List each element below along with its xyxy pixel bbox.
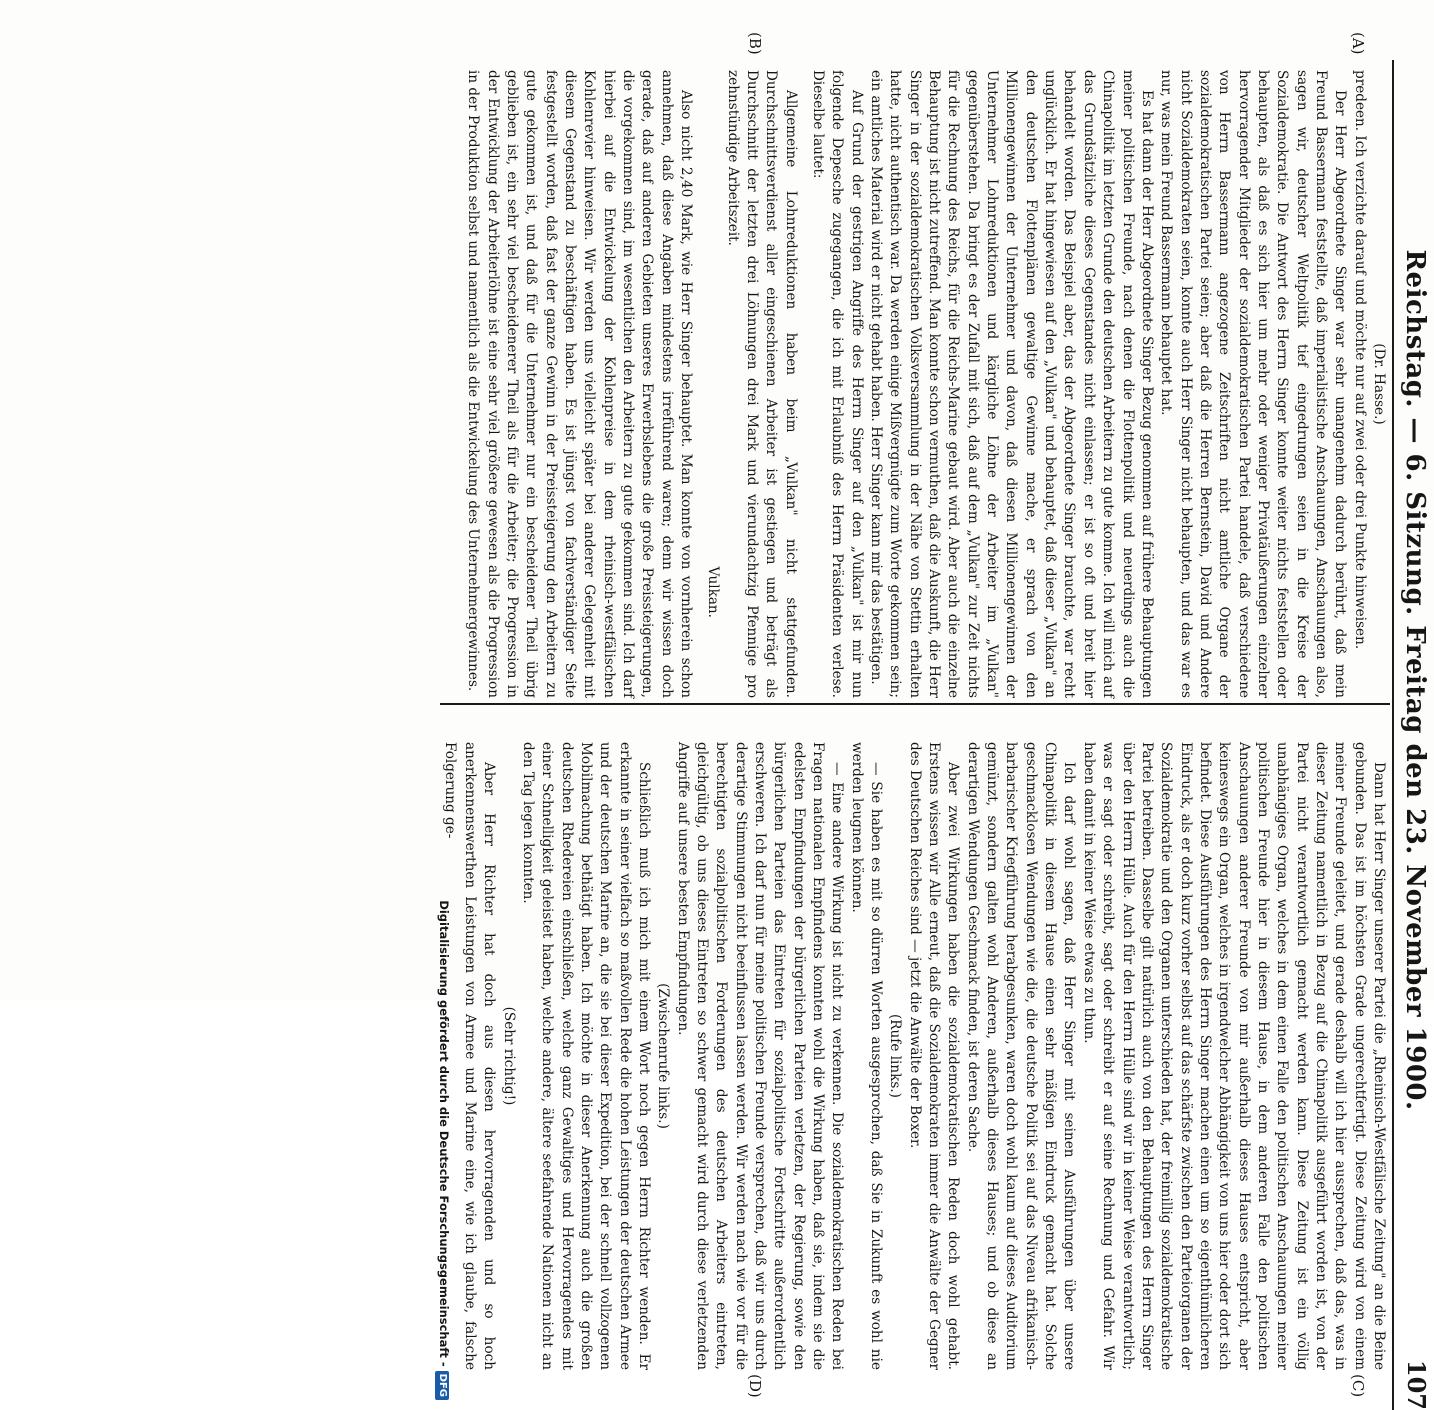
- margin-mark-c: (C): [1349, 1374, 1367, 1398]
- margin-mark-a: (A): [1349, 32, 1367, 55]
- page-number: 107: [1402, 1359, 1431, 1410]
- paragraph: — Eine andere Wirkung ist nicht zu verkennen. Die sozialdemokratischen Reden bei Fragen nationalen Empfindens konnten wohl die Wirkung haben, daß sie, indem sie die edelsten Empfindungen der bürgerlichen Parteien verletzen, der Regierung, sowie den bürgerlichen Parteien das Eintreten für sozialpolitische Fortschritte außerordentlich erschweren. Ich darf nun für meine politischen Freunde versprechen, daß wir uns durch derartige Stimmungen nicht beeinflussen lassen werden. Wir werden nach wie vor für die berechtigten sozialpolitischen Forderungen des deutschen Arbeiters eintreten, gleichgültig, ob uns dieses Eintreten so schwer gemacht wird durch diese verletzenden Angriffe auf unsere besten Empfindungen.: [674, 742, 846, 1370]
- left-text-column: [452, 70, 1388, 698]
- interjection: (Zwischenrufe links.): [655, 983, 672, 1129]
- telegram-signature: Vulkan.: [705, 566, 722, 618]
- paragraph: Also nicht 2,40 Mark, wie Herr Singer behauptet. Man konnte von vornherein schon annehmen, daß diese Angaben mindestens irreführend waren; denn wir wissen doch gerade, daß auf anderen Gebieten unseres Erwerbslebens die große Preissteigerungen, die vorgekommen sind, im wesentlichen den Arbeitern zu gute gekommen sind. Ich darf hierbei auf die Entwickelung der Kohlenpreise in dem rheinisch-westfälischen Kohlenrevier hinweisen. Wir werden uns vielleicht später bei anderer Gelegenheit mit diesem Gegenstand zu beschäftigen haben. Es ist jüngst von fachverständiger Seite festgestellt worden, daß fast der ganze Gewinn in der Preissteigerung den Arbeitern zu gute gekommen ist, und daß für die Unternehmer nur ein bescheidener Theil übrig geblieben ist, ein sehr viel bescheidenerer Theil als für die Arbeiter; die Progression in der Entwicklung der Arbeiterlöhne ist eine sehr viel größere gewesen als die Progression in der Produktion selbst und namentlich als die Entwickelung des Unternehmergewinnes.: [465, 70, 694, 698]
- interjection: (Sehr richtig!): [500, 1006, 517, 1106]
- dfg-logo: DFG: [435, 1371, 449, 1400]
- paragraph: Auf Grund der gestrigen Angriffe des Herrn Singer auf den „Vulkan" ist mir nun folgende Depesche zugegangen, die ich mit Erlaubniß des Herrn Präsidenten verlese. Dieselbe lautet:: [810, 70, 865, 698]
- quoted-telegram: Allgemeine Lohnreduktionen haben beim „Vulkan" nicht stattgefunden. Durchschnittsverdienst aller eingeschienen Arbeiter ist gestiegen und beträgt als Durchschnitt der letzten drei Löhnungen drei Mark und vierundachtzig Pfennige pro zehnstündige Arbeitszeit.: [724, 70, 799, 698]
- paragraph: Aber Herr Richter hat doch aus diesen hervorragenden und so hoch anerkennenswerthen Leistungen von Armee und Marine eine, wie ich glaube, falsche Folgerung ge-: [442, 742, 498, 1370]
- interjection: (Rufe links.): [887, 1014, 904, 1098]
- header-rule: [1392, 60, 1394, 1410]
- margin-mark-d: (D): [746, 1374, 764, 1398]
- paragraph: Schließlich muß ich mich mit einem Wort noch gegen Herrn Richter wenden. Er erkannte in seiner vielfach so maßvollen Rede die hohen Leistungen der deutschen Armee und der deutschen Marine an, die sie bei dieser Expedition, bei der schnell vollzogenen Mobilmachung bethätigt haben. Ich möchte in dieser Anerkennung auch die großen deutschen Rhedereien einschließen, welche ganz Gewaltiges und Hervorragendes mit einer Schnelligkeit geleistet haben, welche andere, ältere seefahrende Nationen nicht an den Tag legen konnten.: [519, 742, 652, 1370]
- speaker-label: (Dr. Hasse.): [1371, 343, 1387, 425]
- paragraph: — Sie haben es mit so dürren Worten ausgesprochen, daß Sie in Zukunft es wohl nie werden leugnen können.: [848, 742, 885, 1370]
- credit-text: Digitalisierung gefördert durch die Deutsche Forschungsgemeinschaft -: [437, 900, 451, 1367]
- paragraph: Dann hat Herr Singer unserer Partei die „Rheinisch-Westfälische Zeitung" an die Beine gebunden. Das ist im höchsten Grade ungerechtfertigt. Diese Zeitung wird von einem meiner Freunde geleitet, und gerade deshalb will ich hier aussprechen, daß das, was in dieser Zeitung namentlich in Bezug auf die Chinapolitik ausgeführt worden ist, von der Partei nicht verantwortlich gemacht werden kann. Diese Zeitung ist ein völlig unabhängiges Organ, welches in dem einen Falle den politischen Anschauungen meiner politischen Freunde hier in diesem Hause, in dem anderen Falle den politischen Anschauungen anderer Freunde von mir außerhalb dieses Hauses entspricht, aber keineswegs ein Organ, welches in irgendwelcher Abhängigkeit von uns hier oder dort sich befindet. Diese Ausführungen des Herrn Singer machen einen um so eigenthümlicheren Eindruck, als er doch kurz vorher selbst auf das schärfste zwischen den Parteiorganen der Sozialdemokratie und den Organen unterschieden hat, der freimillig sozialdemokratische Partei betreiben. Dasselbe gilt natürlich auch von den Behauptungen des Herrn Singer über den Herrn Hülle. Auch für den Herrn Hülle sind wir in keiner Weise verantwortlich; was er sagt oder schreibt, sagt oder schreibt er auf seine Rechnung und Gefahr. Wir haben damit in keiner Weise etwas zu thun.: [1080, 742, 1387, 1370]
- paragraph: Ich darf wohl sagen, daß Herr Singer mit seinen Ausführungen über unsere Chinapolitik in diesem Hause einen sehr mäßigen Eindruck gemacht hat. Solche geschmacklosen Wendungen wie die, die deutsche Politik sei auf das Niveau afrikanisch-barbarischer Kriegführung herabgesunken, waren doch wohl kaum auf dieses Auditorium gemünzt, sondern galten wohl Anderen, außerhalb dieses Hauses; und ob diese an derartigen Wendungen Geschmack finden, ist deren Sache.: [964, 742, 1078, 1370]
- margin-mark-b: (B): [746, 32, 764, 55]
- paragraph: Der Herr Abgeordnete Singer war sehr unangenehm dadurch berührt, daß mein Freund Bassermann feststellte, daß imperialistische Anschauungen, Anschauungen also, sagen wir, deutscher Weltpolitik tief eingedrungen seien in die Kreise der Sozialdemokratie. Die Antwort des Herrn Singer konnte weiter nichts feststellen oder behaupten, als daß es sich hier um mehr oder weniger Privatäußerungen einzelner hervorragender Mitglieder der sozialdemokratischen Partei handele, daß verschiedene von Herrn Bassermann angezogene Zeitschriften nicht amtliche Organe der sozialdemokratischen Partei seien; aber daß die Herren Bernstein, David und Andere nicht Sozialdemokraten seien, konnte auch Herr Singer nicht behaupten, und das war es nur, was mein Freund Bassermann behauptet hat.: [1158, 70, 1349, 698]
- column-divider: [440, 703, 1390, 705]
- paragraph: Es hat dann der Herr Abgeordnete Singer Bezug genommen auf frühere Behauptungen meiner politischen Freunde, nach denen die Flottenpolitik und neuerdings auch die Chinapolitik im letzten Grunde den deutschen Arbeitern zu gute komme. Ich will mich auf das Grundsätzliche dieses Gegenstandes nicht einlassen; er ist so oft und breit hier behandelt worden. Das Beispiel aber, das der Abgeordnete Singer brauchte, war recht unglücklich. Er hat hingewiesen auf den „Vulkan" und behauptet, daß dieser „Vulkan" an den deutschen Flottenplänen gewaltige Gewinne mache, er sprach von den Millionengewinnen der Unternehmer und davon, daß diesen Millionengewinnen der Unternehmer Lohnreduktionen und kärgliche Löhne der Arbeiter im „Vulkan" gegenüberstehen. Da bringt es der Zufall mit sich, daß auf dem „Vulkan" zur Zeit nichts für die Rechnung des Reichs, für die Reichs-Marine gebaut wird. Aber auch die einzelne Behauptung ist nicht zutreffend. Man konnte schon vermuthen, daß die Auskunft, die Herr Singer in der sozialdemokratischen Volksversammlung in der Nähe von Stettin erhalten hatte, nicht authentisch war. Da werden einige Mißvergnügte zum Worte gekommen sein; ein amtliches Material wird er nicht gehabt haben. Herr Singer kann mir das bestätigen.: [868, 70, 1155, 698]
- digitization-credit: [433, 500, 455, 1400]
- page-header-title: Reichstag. — 6. Sitzung. Freitag den 23. November 1900.: [1400, 249, 1430, 1111]
- paragraph: Aber zwei Wirkungen haben die sozialdemokratischen Reden doch wohl gehabt. Erstens wissen wir Alle erneut, daß die Sozialdemokraten immer die Anwälte der Gegner des Deutschen Reiches sind — jetzt die Anwälte der Boxer.: [906, 742, 962, 1370]
- paragraph: predeen. Ich verzichte darauf und möchte nur auf zwei oder drei Punkte hinweisen.: [1351, 70, 1368, 650]
